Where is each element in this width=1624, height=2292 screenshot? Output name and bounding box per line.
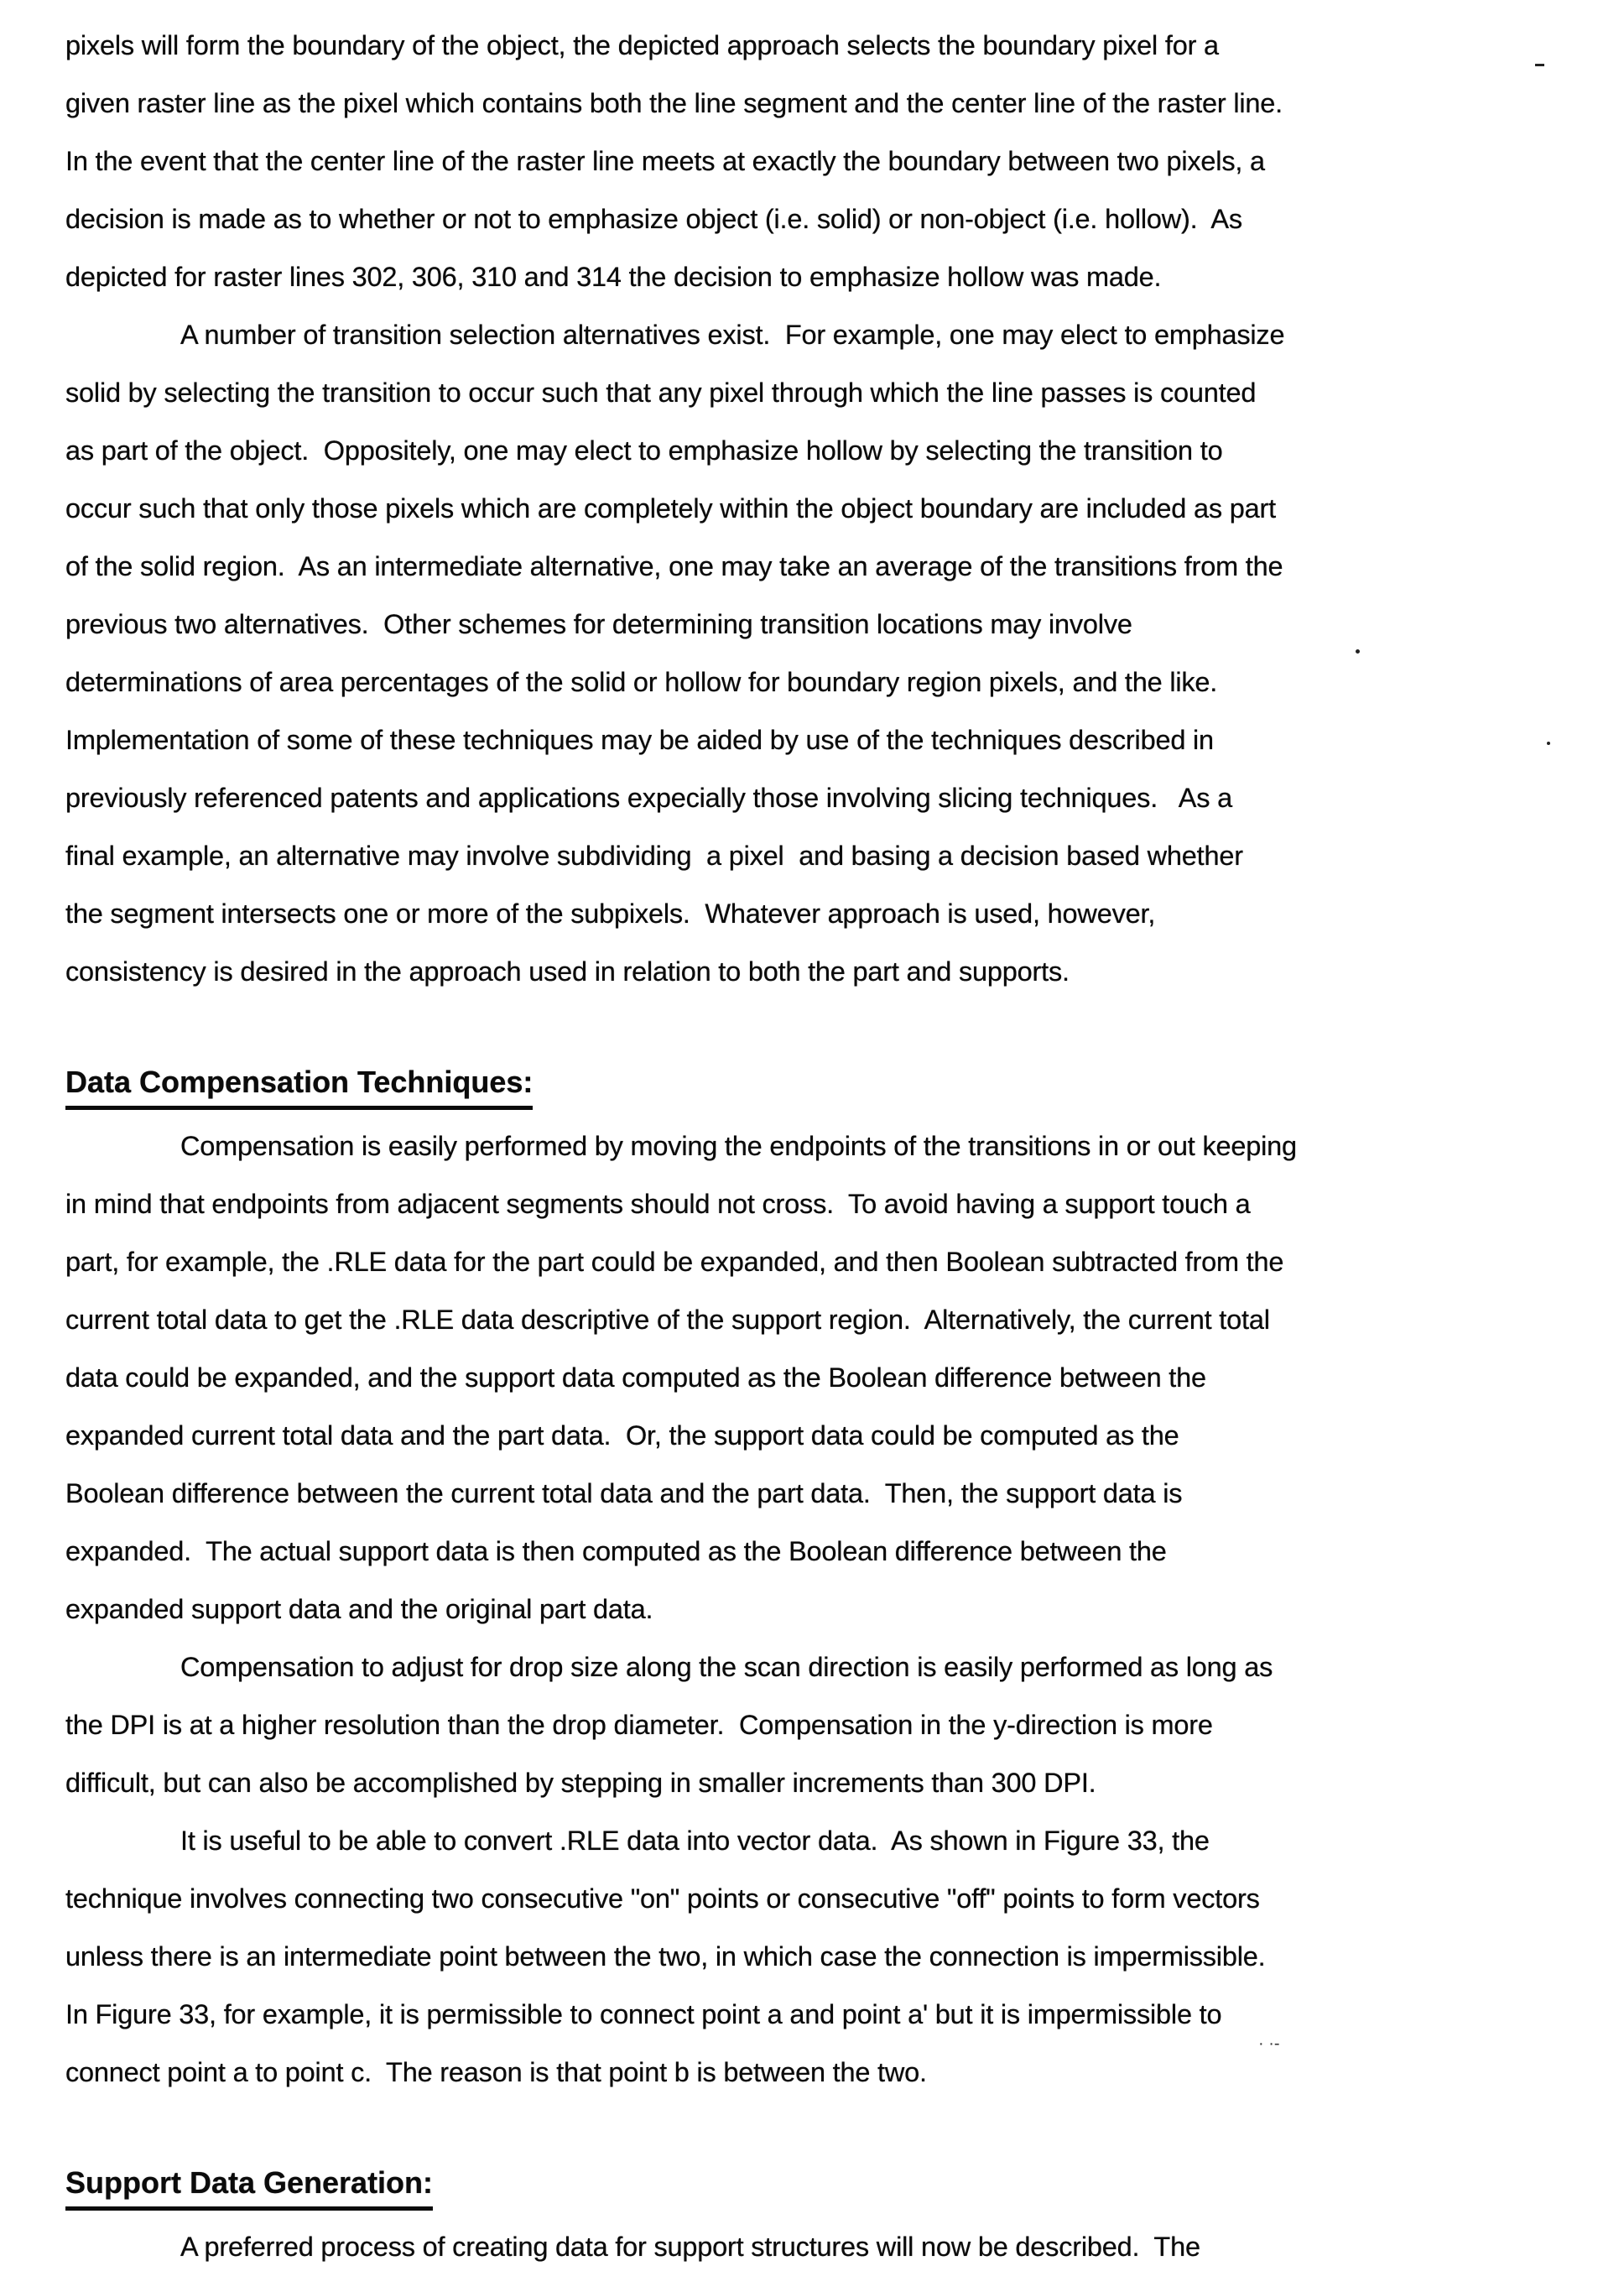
scan-speck xyxy=(1356,649,1360,654)
paragraph xyxy=(65,1638,1590,1812)
text-line: expanded current total data and the part data. Or, the support data could be computed as the xyxy=(65,1420,1179,1451)
text-line: Compensation to adjust for drop size along the scan direction is easily performed as long as xyxy=(180,1652,1273,1682)
scan-speck xyxy=(1535,64,1544,66)
text-line: occur such that only those pixels which are completely within the object boundary are included as part xyxy=(65,493,1276,524)
text-line: the segment intersects one or more of the subpixels. Whatever approach is used, however, xyxy=(65,899,1156,929)
text-line: pixels will form the boundary of the object, the depicted approach selects the boundary pixel for a xyxy=(65,30,1219,60)
text-line: It is useful to be able to convert .RLE data into vector data. As shown in Figure 33, the xyxy=(180,1826,1210,1856)
text-line: A preferred process of creating data for support structures will now be described. The xyxy=(180,2232,1200,2262)
text-line: final example, an alternative may involve subdividing a pixel and basing a decision based whether xyxy=(65,841,1243,871)
scan-speck xyxy=(1547,742,1550,745)
text-line: previously referenced patents and applications expecially those involving slicing techniques. As a xyxy=(65,783,1232,813)
paragraph xyxy=(65,306,1590,1001)
text-line: decision is made as to whether or not to emphasize object (i.e. solid) or non-object (i.e. hollow). As xyxy=(65,204,1242,234)
section-heading-text: Data Compensation Techniques: xyxy=(65,1060,533,1110)
text-line: solid by selecting the transition to occur such that any pixel through which the line passes is counted xyxy=(65,378,1257,408)
text-line: Compensation is easily performed by moving the endpoints of the transitions in or out keeping xyxy=(180,1131,1297,1161)
text-line: previous two alternatives. Other schemes for determining transition locations may involve xyxy=(65,609,1132,639)
text-line: data could be expanded, and the support data computed as the Boolean difference between the xyxy=(65,1362,1206,1393)
text-line: Boolean difference between the current total data and the part data. Then, the support data is xyxy=(65,1478,1183,1508)
text-line: part, for example, the .RLE data for the part could be expanded, and then Boolean subtracted from the xyxy=(65,1247,1284,1277)
paragraph xyxy=(65,2218,1590,2276)
paragraph xyxy=(65,1117,1590,1638)
text-line: the DPI is at a higher resolution than the drop diameter. Compensation in the y-direction is more xyxy=(65,1710,1213,1740)
text-line: unless there is an intermediate point between the two, in which case the connection is impermissible. xyxy=(65,1941,1266,1972)
text-line: A number of transition selection alternatives exist. For example, one may elect to emphasize xyxy=(180,320,1285,350)
text-line: consistency is desired in the approach used in relation to both the part and supports. xyxy=(65,956,1070,987)
section-heading-text: Support Data Generation: xyxy=(65,2161,433,2211)
text-line: In the event that the center line of the raster line meets at exactly the boundary between two pixels, a xyxy=(65,146,1265,176)
paragraph xyxy=(65,1812,1590,2102)
text-line: depicted for raster lines 302, 306, 310 and 314 the decision to emphasize hollow was made. xyxy=(65,262,1162,292)
section-heading xyxy=(65,2160,1590,2218)
text-line: connect point a to point c. The reason is that point b is between the two. xyxy=(65,2057,927,2087)
text-line: In Figure 33, for example, it is permissible to connect point a and point a' but it is impermissible to xyxy=(65,1999,1222,2029)
text-line: expanded. The actual support data is then computed as the Boolean difference between the xyxy=(65,1536,1167,1566)
text-line: determinations of area percentages of the solid or hollow for boundary region pixels, and the like. xyxy=(65,667,1218,697)
scan-speck: · ·- xyxy=(1258,2034,1280,2053)
text-line: in mind that endpoints from adjacent segments should not cross. To avoid having a support touch a xyxy=(65,1189,1251,1219)
text-line: Implementation of some of these techniques may be aided by use of the techniques described in xyxy=(65,725,1214,755)
text-line: of the solid region. As an intermediate alternative, one may take an average of the transitions from the xyxy=(65,551,1283,581)
document-text xyxy=(65,17,1590,2276)
text-line: expanded support data and the original part data. xyxy=(65,1594,653,1624)
text-line: difficult, but can also be accomplished by stepping in smaller increments than 300 DPI. xyxy=(65,1768,1096,1798)
text-line: given raster line as the pixel which contains both the line segment and the center line of the raster line. xyxy=(65,88,1283,118)
paragraph xyxy=(65,17,1590,306)
text-line: as part of the object. Oppositely, one may elect to emphasize hollow by selecting the transition to xyxy=(65,435,1223,466)
text-line: technique involves connecting two consecutive "on" points or consecutive "off" points to form vectors xyxy=(65,1883,1260,1914)
text-line: current total data to get the .RLE data descriptive of the support region. Alternatively, the current total xyxy=(65,1305,1270,1335)
section-heading xyxy=(65,1060,1590,1117)
